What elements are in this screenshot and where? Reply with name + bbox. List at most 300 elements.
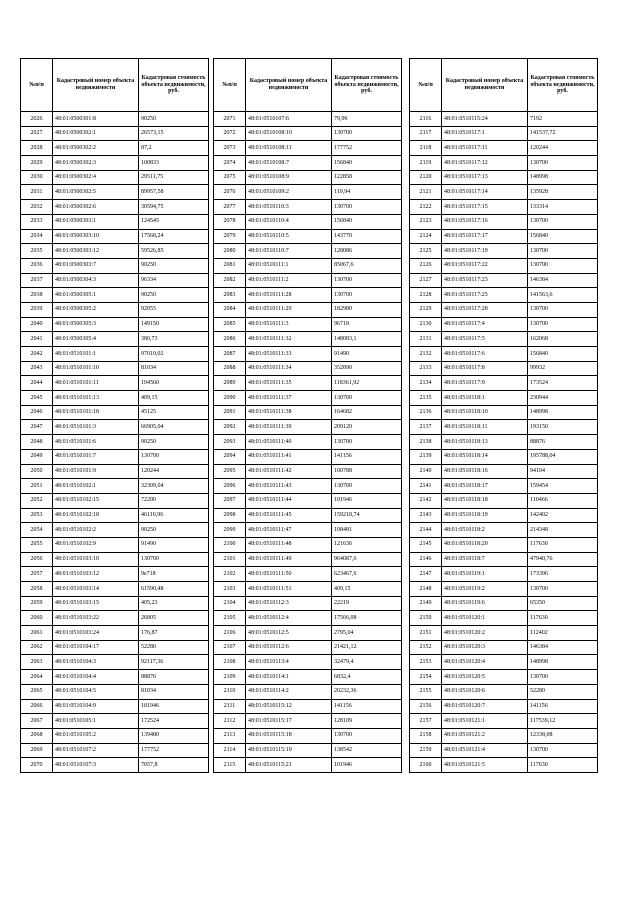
table-row <box>410 376 598 391</box>
cadastral-value-cell: 128086 <box>332 244 402 259</box>
row-number-cell: 2061 <box>21 626 53 641</box>
table-row <box>21 670 209 685</box>
cadastral-number-cell: 48:01:0510117:15 <box>442 200 528 215</box>
row-number-cell: 2104 <box>214 596 246 611</box>
table-body <box>214 112 402 773</box>
table-row <box>21 537 209 552</box>
cadastral-number-cell: 48:01:0510112:6 <box>246 640 332 655</box>
row-number-cell: 2154 <box>410 670 442 685</box>
table-row <box>214 214 402 229</box>
cadastral-number-cell: 48:01:0500303:7 <box>53 258 139 273</box>
row-number-cell: 2156 <box>410 699 442 714</box>
table-row <box>410 552 598 567</box>
row-number-cell: 2148 <box>410 582 442 597</box>
cadastral-value-cell: 9e718 <box>139 567 209 582</box>
row-number-cell: 2053 <box>21 508 53 523</box>
cadastral-number-cell: 48:01:0500302:1 <box>53 126 139 141</box>
row-number-cell: 2125 <box>410 244 442 259</box>
row-number-cell: 2030 <box>21 170 53 185</box>
cadastral-value-cell: 92055 <box>139 302 209 317</box>
table-row <box>21 420 209 435</box>
cadastral-number-cell: 48:01:0510111:1 <box>246 258 332 273</box>
cadastral-number-cell: 48:01:0510115:24 <box>442 112 528 127</box>
table-row <box>410 523 598 538</box>
header-cadastral-value: Кадастровая стоимость объекта недвижимости, руб. <box>332 59 402 112</box>
row-number-cell: 2101 <box>214 552 246 567</box>
table-row <box>21 699 209 714</box>
table-row <box>21 728 209 743</box>
table-row <box>214 508 402 523</box>
cadastral-value-cell: 72200 <box>139 493 209 508</box>
table-row <box>21 714 209 729</box>
row-number-cell: 2100 <box>214 537 246 552</box>
cadastral-value-cell: 130700 <box>332 391 402 406</box>
row-number-cell: 2112 <box>214 714 246 729</box>
row-number-cell: 2065 <box>21 684 53 699</box>
row-number-cell: 2080 <box>214 244 246 259</box>
row-number-cell: 2120 <box>410 170 442 185</box>
cadastral-number-cell: 48:01:0510120:6 <box>442 684 528 699</box>
cadastral-number-cell: 48:01:0510120:5 <box>442 670 528 685</box>
cadastral-value-cell: 117630 <box>528 537 598 552</box>
cadastral-value-cell: 130700 <box>332 728 402 743</box>
cadastral-number-cell: 48:01:0510117:4 <box>442 317 528 332</box>
table-row <box>21 582 209 597</box>
cadastral-value-cell: 138542 <box>332 743 402 758</box>
cadastral-number-cell: 48:01:0500302:4 <box>53 170 139 185</box>
cadastral-number-cell: 48:01:0510111:49 <box>246 552 332 567</box>
cadastral-number-cell: 48:01:0510101:3 <box>53 420 139 435</box>
cadastral-number-cell: 48:01:0510111:3 <box>246 317 332 332</box>
row-number-cell: 2096 <box>214 479 246 494</box>
row-number-cell: 2090 <box>214 391 246 406</box>
cadastral-number-cell: 48:01:0510118:10 <box>442 405 528 420</box>
row-number-cell: 2034 <box>21 229 53 244</box>
table-row <box>214 464 402 479</box>
cadastral-number-cell: 48:01:0510114:1 <box>246 670 332 685</box>
row-number-cell: 2071 <box>214 112 246 127</box>
cadastral-number-cell: 48:01:0510102:1 <box>53 479 139 494</box>
table-row <box>21 523 209 538</box>
cadastral-number-cell: 48:01:0510121:5 <box>442 758 528 773</box>
table-row <box>410 420 598 435</box>
table-row <box>214 523 402 538</box>
row-number-cell: 2131 <box>410 332 442 347</box>
table-row <box>214 273 402 288</box>
row-number-cell: 2136 <box>410 405 442 420</box>
cadastral-number-cell: 48:01:0510101:7 <box>53 449 139 464</box>
row-number-cell: 2045 <box>21 391 53 406</box>
table-row <box>214 582 402 597</box>
cadastral-value-cell: 66905,04 <box>139 420 209 435</box>
table-row <box>410 655 598 670</box>
row-number-cell: 2121 <box>410 185 442 200</box>
row-number-cell: 2138 <box>410 435 442 450</box>
cadastral-number-cell: 48:01:0510117:19 <box>442 244 528 259</box>
cadastral-number-cell: 48:01:0510118:7 <box>442 552 528 567</box>
table-row <box>214 626 402 641</box>
row-number-cell: 2097 <box>214 493 246 508</box>
row-number-cell: 2127 <box>410 273 442 288</box>
cadastral-value-cell: 120244 <box>139 464 209 479</box>
cadastral-value-cell: 130700 <box>528 214 598 229</box>
table-row <box>410 493 598 508</box>
table-row <box>410 405 598 420</box>
cadastral-number-cell: 48:01:0510102:2 <box>53 523 139 538</box>
cadastral-number-cell: 48:01:0510101:6 <box>53 435 139 450</box>
row-number-cell: 2051 <box>21 479 53 494</box>
cadastral-number-cell: 48:01:0510104:9 <box>53 699 139 714</box>
table-row <box>214 743 402 758</box>
cadastral-value-cell: 409,15 <box>332 582 402 597</box>
cadastral-value-cell: 141537,72 <box>528 126 598 141</box>
cadastral-value-cell: 130700 <box>332 200 402 215</box>
table-row <box>214 611 402 626</box>
cadastral-number-cell: 48:01:0510115:12 <box>246 699 332 714</box>
cadastral-number-cell: 48:01:0510117:23 <box>442 273 528 288</box>
row-number-cell: 2151 <box>410 626 442 641</box>
table-row <box>410 214 598 229</box>
row-number-cell: 2144 <box>410 523 442 538</box>
cadastral-value-cell: 79,96 <box>332 112 402 127</box>
cadastral-number-cell: 48:01:0510104:4 <box>53 670 139 685</box>
row-number-cell: 2075 <box>214 170 246 185</box>
cadastral-number-cell: 48:01:0510115:18 <box>246 728 332 743</box>
row-number-cell: 2095 <box>214 464 246 479</box>
row-number-cell: 2114 <box>214 743 246 758</box>
table-row <box>21 758 209 773</box>
cadastral-value-cell: 29511,75 <box>139 170 209 185</box>
cadastral-number-cell: 48:01:0510118:13 <box>442 435 528 450</box>
row-number-cell: 2155 <box>410 684 442 699</box>
cadastral-number-cell: 48:01:0510109:2 <box>246 185 332 200</box>
cadastral-value-cell: 141563,6 <box>528 288 598 303</box>
cadastral-number-cell: 48:01:0510120:2 <box>442 626 528 641</box>
row-number-cell: 2119 <box>410 156 442 171</box>
table-row <box>410 728 598 743</box>
header-cadastral-value: Кадастровая стоимость объекта недвижимости, руб. <box>139 59 209 112</box>
table-row <box>410 317 598 332</box>
cadastral-value-cell: 85067,6 <box>332 258 402 273</box>
table-row <box>21 376 209 391</box>
row-number-cell: 2099 <box>214 523 246 538</box>
table-row <box>410 302 598 317</box>
cadastral-number-cell: 48:01:0510103:10 <box>53 552 139 567</box>
cadastral-value-cell: 164682 <box>332 405 402 420</box>
cadastral-value-cell: 172524 <box>139 714 209 729</box>
cadastral-number-cell: 48:01:0510118:2 <box>442 523 528 538</box>
cadastral-number-cell: 48:01:0510101:9 <box>53 464 139 479</box>
row-number-cell: 2158 <box>410 728 442 743</box>
cadastral-value-cell: 141156 <box>332 699 402 714</box>
table-row <box>214 552 402 567</box>
row-number-cell: 2139 <box>410 449 442 464</box>
table-row <box>214 405 402 420</box>
cadastral-value-cell: 110466 <box>528 493 598 508</box>
cadastral-value-cell: 21421,12 <box>332 640 402 655</box>
cadastral-value-cell: 26805 <box>139 611 209 626</box>
cadastral-number-cell: 48:01:0510113:4 <box>246 655 332 670</box>
cadastral-value-cell: 209120 <box>332 420 402 435</box>
cadastral-value-cell: 380,73 <box>139 332 209 347</box>
header-cadastral-number: Кадастровый номер объекта недвижимости <box>246 59 332 112</box>
table-row <box>214 317 402 332</box>
table-row <box>21 361 209 376</box>
cadastral-value-cell: 156840 <box>332 156 402 171</box>
cadastral-value-cell: 964087,6 <box>332 552 402 567</box>
cadastral-number-cell: 48:01:0510111:39 <box>246 420 332 435</box>
cadastral-number-cell: 48:01:0510108:11 <box>246 141 332 156</box>
table-row <box>410 273 598 288</box>
cadastral-value-cell: 81034 <box>139 684 209 699</box>
cadastral-value-cell: 61590,48 <box>139 582 209 597</box>
cadastral-number-cell: 48:01:0500305:2 <box>53 302 139 317</box>
table-row <box>214 347 402 362</box>
row-number-cell: 2055 <box>21 537 53 552</box>
table-row <box>21 479 209 494</box>
cadastral-value-cell: 32479,4 <box>332 655 402 670</box>
cadastral-value-cell: 99932 <box>528 361 598 376</box>
table-row <box>410 626 598 641</box>
row-number-cell: 2029 <box>21 156 53 171</box>
row-number-cell: 2072 <box>214 126 246 141</box>
table-row <box>410 258 598 273</box>
cadastral-number-cell: 48:01:0510103:15 <box>53 596 139 611</box>
cadastral-number-cell: 48:01:0510117:9 <box>442 376 528 391</box>
table-row <box>214 288 402 303</box>
row-number-cell: 2076 <box>214 185 246 200</box>
row-number-cell: 2113 <box>214 728 246 743</box>
table-row <box>214 200 402 215</box>
cadastral-number-cell: 48:01:0510107:6 <box>246 112 332 127</box>
table-row <box>21 743 209 758</box>
table-row <box>410 714 598 729</box>
table-row <box>410 684 598 699</box>
cadastral-number-cell: 48:01:0510111:32 <box>246 332 332 347</box>
row-number-cell: 2032 <box>21 200 53 215</box>
table-row <box>214 714 402 729</box>
row-number-cell: 2026 <box>21 112 53 127</box>
cadastral-number-cell: 48:01:0500303:10 <box>53 229 139 244</box>
cadastral-number-cell: 48:01:0510111:41 <box>246 449 332 464</box>
cadastral-number-cell: 48:01:0510117:14 <box>442 185 528 200</box>
table-row <box>21 214 209 229</box>
row-number-cell: 2086 <box>214 332 246 347</box>
row-number-cell: 2062 <box>21 640 53 655</box>
row-number-cell: 2081 <box>214 258 246 273</box>
table-row <box>410 640 598 655</box>
table-row <box>410 508 598 523</box>
table-row <box>21 229 209 244</box>
cadastral-value-cell: 119,94 <box>332 185 402 200</box>
cadastral-number-cell: 48:01:0510121:2 <box>442 728 528 743</box>
cadastral-number-cell: 48:01:0500305:3 <box>53 317 139 332</box>
cadastral-number-cell: 48:01:0510107:2 <box>53 743 139 758</box>
cadastral-value-cell: 90250 <box>139 288 209 303</box>
cadastral-value-cell: 120244 <box>528 141 598 156</box>
cadastral-number-cell: 48:01:0510111:28 <box>246 288 332 303</box>
cadastral-value-cell: 100833 <box>139 156 209 171</box>
row-number-cell: 2074 <box>214 156 246 171</box>
cadastral-number-cell: 48:01:0510108:7 <box>246 156 332 171</box>
cadastral-value-cell: 59526,85 <box>139 244 209 259</box>
table-row <box>410 112 598 127</box>
cadastral-value-cell: 130700 <box>332 435 402 450</box>
table-row <box>410 479 598 494</box>
cadastral-number-cell: 48:01:0510103:24 <box>53 626 139 641</box>
table-row <box>410 185 598 200</box>
cadastral-number-cell: 48:01:0510110:5 <box>246 229 332 244</box>
cadastral-number-cell: 48:01:0500302:5 <box>53 185 139 200</box>
cadastral-value-cell: 148083,1 <box>332 332 402 347</box>
row-number-cell: 2066 <box>21 699 53 714</box>
cadastral-value-cell: 141156 <box>332 449 402 464</box>
cadastral-value-cell: 159454 <box>528 479 598 494</box>
row-number-cell: 2048 <box>21 435 53 450</box>
table-row <box>21 552 209 567</box>
table-row <box>214 640 402 655</box>
table-row <box>214 567 402 582</box>
row-number-cell: 2027 <box>21 126 53 141</box>
cadastral-number-cell: 48:01:0510111:45 <box>246 508 332 523</box>
header-cadastral-number: Кадастровый номер объекта недвижимости <box>442 59 528 112</box>
cadastral-value-cell: 90250 <box>139 258 209 273</box>
row-number-cell: 2159 <box>410 743 442 758</box>
cadastral-value-cell: 130700 <box>528 670 598 685</box>
row-number-cell: 2093 <box>214 435 246 450</box>
table-row <box>214 728 402 743</box>
row-number-cell: 2047 <box>21 420 53 435</box>
cadastral-number-cell: 48:01:0510111:33 <box>246 347 332 362</box>
cadastral-value-cell: 156840 <box>528 347 598 362</box>
table-row <box>214 420 402 435</box>
table-row <box>21 464 209 479</box>
cadastral-number-cell: 48:01:0510117:25 <box>442 288 528 303</box>
row-number-cell: 2133 <box>410 361 442 376</box>
cadastral-value-cell: 352890 <box>332 361 402 376</box>
cadastral-value-cell: 17568,24 <box>139 229 209 244</box>
row-number-cell: 2041 <box>21 332 53 347</box>
row-number-cell: 2102 <box>214 567 246 582</box>
table-row <box>214 302 402 317</box>
row-number-cell: 2077 <box>214 200 246 215</box>
cadastral-value-cell: 124545 <box>139 214 209 229</box>
cadastral-value-cell: 130700 <box>528 302 598 317</box>
row-number-cell: 2118 <box>410 141 442 156</box>
cadastral-number-cell: 48:01:0510117:22 <box>442 258 528 273</box>
row-number-cell: 2137 <box>410 420 442 435</box>
table-row <box>21 611 209 626</box>
cadastral-number-cell: 48:01:0510118:19 <box>442 508 528 523</box>
header-number: №п/п <box>21 59 53 112</box>
cadastral-value-cell: 130700 <box>332 273 402 288</box>
cadastral-value-cell: 142402 <box>528 508 598 523</box>
registry-table-2 <box>213 58 402 773</box>
cadastral-number-cell: 48:01:0510117:17 <box>442 229 528 244</box>
cadastral-number-cell: 48:01:0510101:18 <box>53 405 139 420</box>
cadastral-number-cell: 48:01:0510117:1 <box>442 126 528 141</box>
row-number-cell: 2130 <box>410 317 442 332</box>
row-number-cell: 2124 <box>410 229 442 244</box>
table-row <box>21 185 209 200</box>
row-number-cell: 2103 <box>214 582 246 597</box>
cadastral-value-cell: 143770 <box>332 229 402 244</box>
cadastral-value-cell: 149150 <box>139 317 209 332</box>
cadastral-value-cell: 128109 <box>332 714 402 729</box>
row-number-cell: 2129 <box>410 302 442 317</box>
row-number-cell: 2060 <box>21 611 53 626</box>
table-row <box>410 743 598 758</box>
table-row <box>214 376 402 391</box>
row-number-cell: 2050 <box>21 464 53 479</box>
cadastral-value-cell: 176,87 <box>139 626 209 641</box>
table-row <box>21 626 209 641</box>
row-number-cell: 2042 <box>21 347 53 362</box>
row-number-cell: 2038 <box>21 288 53 303</box>
row-number-cell: 2146 <box>410 552 442 567</box>
cadastral-value-cell: 47940,76 <box>528 552 598 567</box>
cadastral-value-cell: 117539,12 <box>528 714 598 729</box>
cadastral-value-cell: 130700 <box>332 479 402 494</box>
table-row <box>214 537 402 552</box>
table-row <box>21 493 209 508</box>
cadastral-number-cell: 48:01:0510104:17 <box>53 640 139 655</box>
cadastral-value-cell: 122858 <box>332 170 402 185</box>
cadastral-value-cell: 214348 <box>528 523 598 538</box>
cadastral-number-cell: 48:01:0510108:10 <box>246 126 332 141</box>
cadastral-value-cell: 26573,15 <box>139 126 209 141</box>
cadastral-number-cell: 48:01:0510102:18 <box>53 508 139 523</box>
cadastral-number-cell: 48:01:0510102:15 <box>53 493 139 508</box>
cadastral-number-cell: 48:01:0510111:44 <box>246 493 332 508</box>
table-row <box>410 347 598 362</box>
table-row <box>214 670 402 685</box>
table-row <box>21 244 209 259</box>
cadastral-number-cell: 48:01:0510103:22 <box>53 611 139 626</box>
cadastral-value-cell: 101946 <box>332 493 402 508</box>
table-row <box>21 141 209 156</box>
cadastral-number-cell: 48:01:0510101:10 <box>53 361 139 376</box>
cadastral-value-cell: 130700 <box>332 288 402 303</box>
row-number-cell: 2108 <box>214 655 246 670</box>
table-row <box>410 596 598 611</box>
cadastral-value-cell: 130700 <box>139 449 209 464</box>
cadastral-number-cell: 48:01:0510103:14 <box>53 582 139 597</box>
cadastral-number-cell: 48:01:0510118:20 <box>442 537 528 552</box>
table-row <box>214 758 402 773</box>
cadastral-value-cell: 52280 <box>528 684 598 699</box>
registry-table-3 <box>409 58 598 773</box>
table-row <box>21 640 209 655</box>
cadastral-value-cell: 20232,36 <box>332 684 402 699</box>
table-row <box>410 170 598 185</box>
row-number-cell: 2057 <box>21 567 53 582</box>
cadastral-number-cell: 48:01:0510101:13 <box>53 391 139 406</box>
row-number-cell: 2058 <box>21 582 53 597</box>
row-number-cell: 2070 <box>21 758 53 773</box>
cadastral-number-cell: 48:01:0510120:1 <box>442 611 528 626</box>
row-number-cell: 2147 <box>410 567 442 582</box>
cadastral-value-cell: 32309,04 <box>139 479 209 494</box>
cadastral-number-cell: 48:01:0510111:29 <box>246 302 332 317</box>
row-number-cell: 2063 <box>21 655 53 670</box>
row-number-cell: 2110 <box>214 684 246 699</box>
cadastral-value-cell: 87,2 <box>139 141 209 156</box>
cadastral-number-cell: 48:01:0510118:17 <box>442 479 528 494</box>
table-row <box>214 391 402 406</box>
cadastral-value-cell: 130700 <box>139 552 209 567</box>
table-row <box>214 332 402 347</box>
